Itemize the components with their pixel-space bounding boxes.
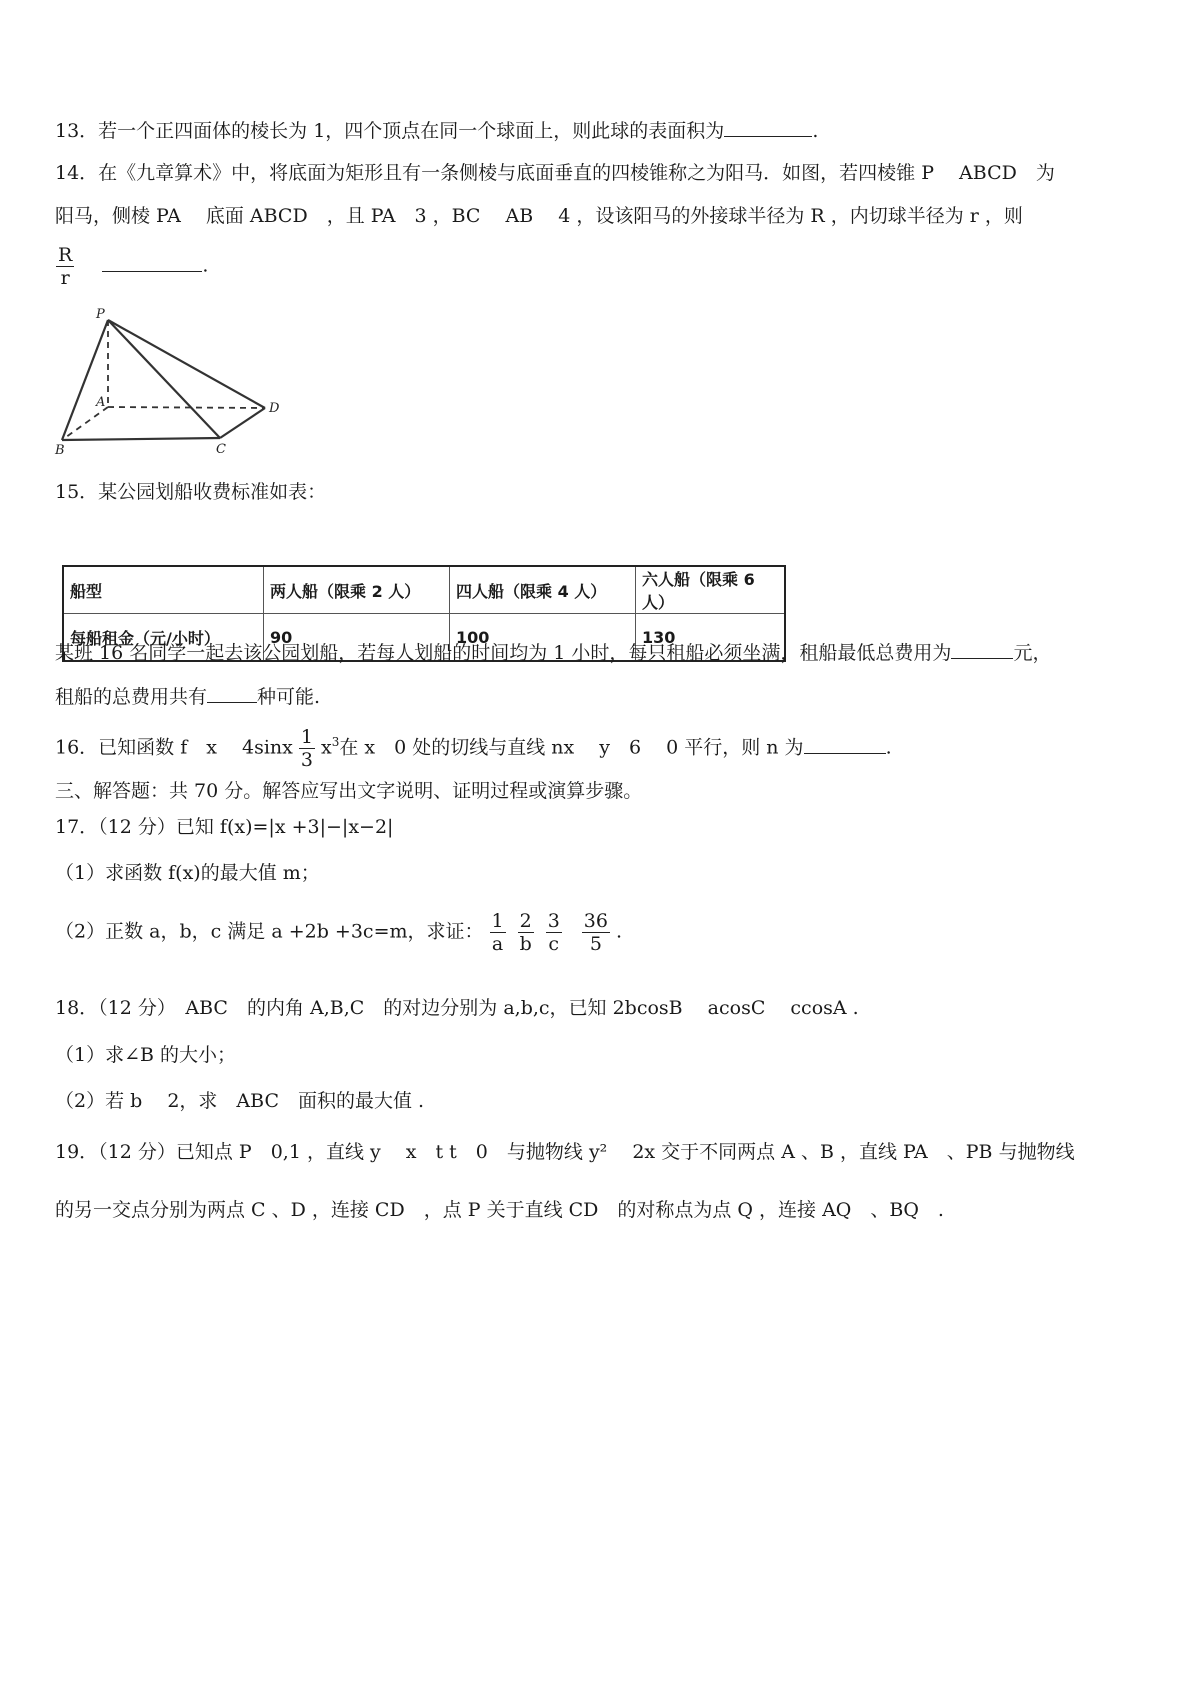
pyramid-figure	[50, 300, 290, 460]
q17-frac-numerator: 3	[547, 910, 560, 932]
question-18-head: 18．（12 分） ABC 的内角 A,B,C 的对边分别为 a,b,c，已知 2bcosB acosC ccosA .	[55, 997, 859, 1019]
question-19-line-2: 的另一交点分别为两点 C 、D ，连接 CD ，点 P 关于直线 CD 的对称点为点 Q ，连接 AQ 、BQ .	[55, 1199, 944, 1221]
q15-answer-blank-1	[951, 640, 1013, 659]
q15-answer-blank-2	[207, 684, 257, 703]
q17-frac-denominator: b	[519, 933, 532, 955]
question-14-line-2: 阳马，侧棱 PA 底面 ABCD ，且 PA 3 ，BC AB 4 ，设该阳马的外接球半径为 R ，内切球半径为 r ，则	[55, 205, 1023, 227]
q17-fraction-1	[490, 910, 506, 955]
q16-exponent: 3	[331, 735, 340, 750]
question-18-part-2: （2）若 b 2，求 ABC 面积的最大值 .	[55, 1090, 425, 1112]
label-P: P	[96, 307, 105, 322]
question-16	[55, 726, 892, 771]
q16-text-a: 16．已知函数 f x 4sinx	[55, 736, 293, 759]
q17-part-2-text: （2）正数 a，b，c 满足 a +2b +3c=m，求证：	[55, 920, 484, 943]
table-cell: 两人船（限乘 2 人）	[264, 566, 450, 614]
q16-frac-numerator: 1	[300, 726, 313, 748]
q13-text: 13．若一个正四面体的棱长为 1，四个顶点在同一个球面上，则此球的表面积为	[55, 120, 725, 142]
question-14-line-3	[50, 244, 208, 289]
table-cell: 每船租金（元/小时）	[63, 614, 264, 662]
q13-answer-blank	[724, 118, 812, 137]
table-cell: 130	[636, 614, 786, 662]
q14-frac-numerator: R	[58, 244, 73, 266]
question-18-part-1: （1）求∠B 的大小；	[55, 1044, 237, 1066]
table-cell: 六人船（限乘 6 人）	[636, 566, 786, 614]
q16-text-b: x	[320, 736, 332, 759]
question-17-part-1: （1）求函数 f(x)的最大值 m；	[55, 862, 320, 884]
label-C: C	[216, 442, 226, 457]
q17-frac-numerator: 1	[491, 910, 504, 932]
q17-fraction-2	[518, 910, 534, 955]
q16-period: .	[885, 736, 892, 759]
q17-frac-denominator: c	[548, 933, 560, 955]
label-B: B	[55, 443, 65, 458]
q17-frac-denominator: a	[491, 933, 504, 955]
q15-text-b: 元，	[1013, 642, 1052, 664]
q14-ratio-fraction	[56, 244, 74, 289]
question-19-line-1: 19．（12 分）已知点 P 0,1 ，直线 y x t t 0 与抛物线 y² 2x 交于不同两点 A 、B ，直线 PA 、PB 与抛物线	[55, 1141, 1075, 1163]
q16-answer-blank	[804, 735, 886, 754]
section-3-heading: 三、解答题：共 70 分。解答应写出文字说明、证明过程或演算步骤。	[55, 780, 643, 802]
table-cell: 四人船（限乘 4 人）	[450, 566, 636, 614]
question-15-intro: 15．某公园划船收费标准如表：	[55, 481, 327, 503]
q17-frac-numerator: 2	[519, 910, 532, 932]
q13-period: .	[812, 120, 819, 142]
q15-text-a: 某班 16 名同学一起去该公园划船，若每人划船的时间均为 1 小时，每只租船必须坐满，租船最低总费用为	[55, 642, 952, 664]
table-cell: 船型	[63, 566, 264, 614]
q17-fraction-4	[582, 910, 610, 955]
q15-text-d: 种可能.	[257, 686, 321, 708]
q14-period: .	[202, 254, 209, 277]
q15-text-c: 租船的总费用共有	[55, 686, 208, 708]
q16-frac-denominator: 3	[300, 749, 313, 771]
question-13	[55, 118, 818, 143]
table-cell: 90	[264, 614, 450, 662]
question-15-line-2	[55, 684, 320, 709]
question-15-line-1	[55, 640, 1051, 665]
q17-frac-numerator: 36	[583, 910, 608, 932]
question-14-line-1: 14．在《九章算术》中，将底面为矩形且有一条侧棱与底面垂直的四棱锥称之为阳马．如图，若四棱锥 P ABCD 为	[55, 162, 1055, 184]
question-17-head: 17．（12 分）已知 f(x)=|x +3|−|x−2|	[55, 816, 394, 838]
label-D: D	[269, 401, 280, 416]
q16-text-c: 在 x 0 处的切线与直线 nx y 6 0 平行，则 n 为	[339, 736, 804, 759]
table-cell: 100	[450, 614, 636, 662]
q17-fraction-3	[546, 910, 562, 955]
q17-frac-denominator: 5	[589, 933, 602, 955]
q17-period: .	[615, 920, 623, 943]
q16-fraction	[299, 726, 315, 771]
label-A: A	[96, 395, 106, 410]
table-row	[63, 566, 785, 614]
q14-answer-blank	[102, 253, 202, 272]
question-17-part-2	[55, 910, 622, 955]
q14-frac-denominator: r	[60, 267, 70, 289]
